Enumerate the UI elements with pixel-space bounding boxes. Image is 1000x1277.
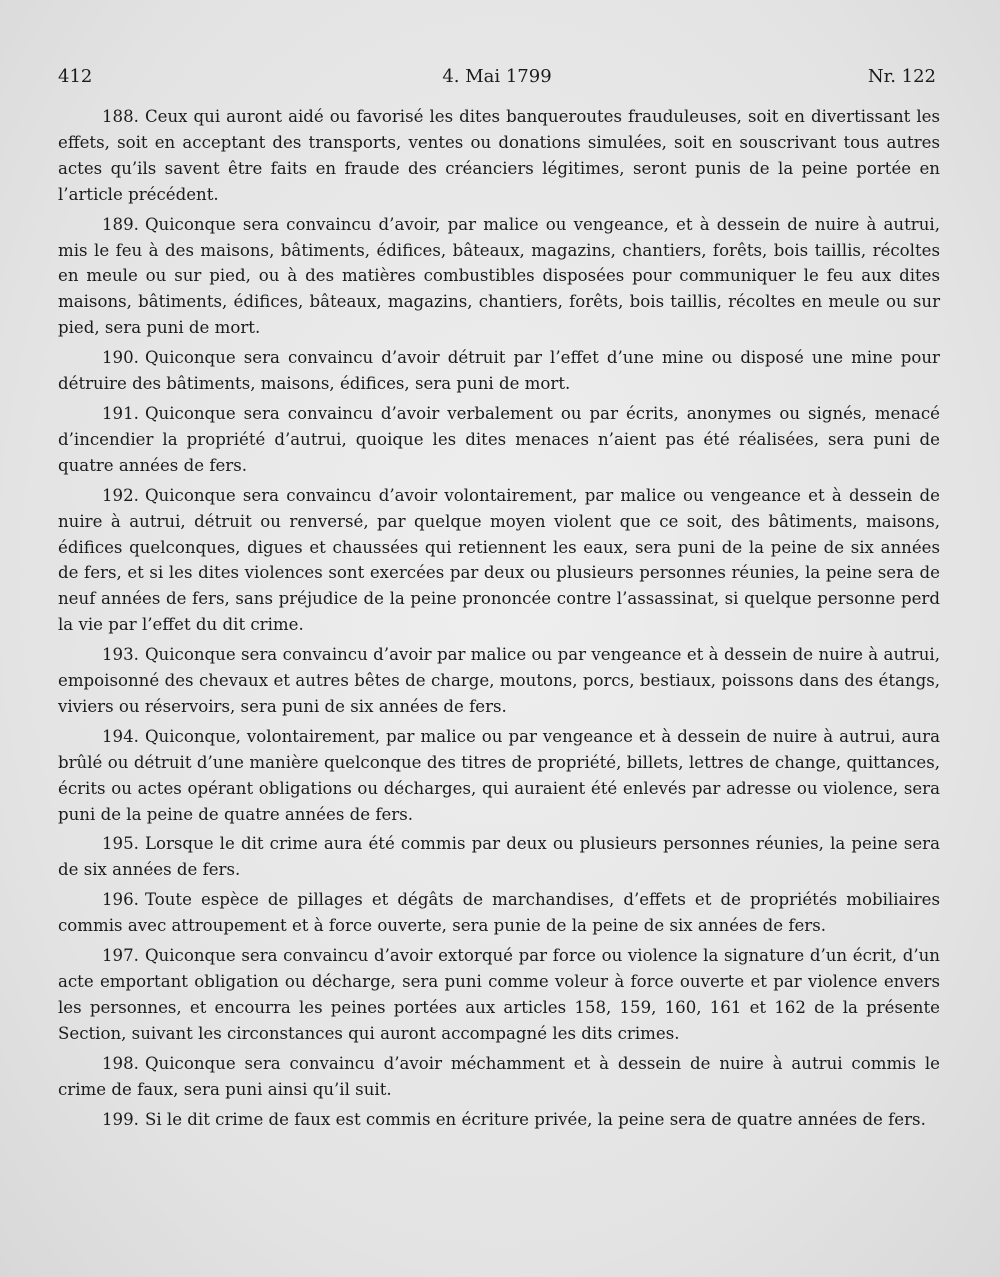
article-text: Quiconque sera convaincu d’avoir par malice ou par vengeance et à dessein de nuire à autrui, empoisonné des chevaux et autres bêtes de charge, moutons, porcs, bestiaux, poissons dans des étangs, viviers ou réservoirs, sera puni de six années de fers.	[58, 645, 940, 716]
article-body	[58, 104, 940, 1136]
article-number: 191.	[102, 403, 139, 423]
article-paragraph	[58, 831, 940, 883]
article-number: 190.	[102, 348, 139, 368]
article-number: 199.	[102, 1109, 139, 1129]
article-number: 195.	[102, 834, 139, 854]
article-paragraph	[58, 345, 940, 397]
article-number: 193.	[102, 645, 139, 665]
article-text: Quiconque sera convaincu d’avoir, par malice ou vengeance, et à dessein de nuire à autrui, mis le feu à des maisons, bâtiments, édifices, bâteaux, magazins, chantiers, forêts, bois taillis, récoltes en meule ou sur pied, ou à des matières combustibles disposées pour communiquer le feu aux dites maisons, bâtiments, édifices, bâteaux, magazins, chantiers, forêts, bois taillis, récoltes en meule ou sur pied, sera puni de mort.	[58, 214, 940, 338]
page-date: 4. Mai 1799	[442, 66, 552, 87]
article-text: Lorsque le dit crime aura été commis par deux ou plusieurs personnes réunies, la peine sera de six années de fers.	[58, 834, 940, 880]
article-number: 189.	[102, 214, 139, 234]
article-paragraph	[58, 483, 940, 638]
article-number: 197.	[102, 946, 139, 966]
article-number: 188.	[102, 107, 139, 126]
article-text: Si le dit crime de faux est commis en écriture privée, la peine sera de quatre années de fers.	[144, 1109, 926, 1129]
article-text: Toute espèce de pillages et dégâts de marchandises, d’effets et de propriétés mobiliaires commis avec attroupement et à force ouverte, sera punie de la peine de six années de fers.	[58, 890, 940, 936]
page-header	[58, 66, 936, 96]
article-text: Quiconque sera convaincu d’avoir verbalement ou par écrits, anonymes ou signés, menacé d’incendier la propriété d’autrui, quoique les dites menaces n’aient pas été réalisées, sera puni de quatre années de fers.	[58, 403, 940, 475]
article-number: 196.	[102, 890, 139, 910]
article-paragraph	[58, 1107, 940, 1133]
page-number: 412	[58, 66, 93, 87]
article-paragraph	[58, 887, 940, 939]
article-paragraph	[58, 401, 940, 479]
article-paragraph	[58, 104, 940, 208]
article-text: Quiconque, volontairement, par malice ou par vengeance et à dessein de nuire à autrui, aura brûlé ou détruit d’une manière quelconque des titres de propriété, billets, lettres de change, quittances, écrits ou actes opérant obligations ou décharges, qui auraient été enlevés par adresse ou violence, sera puni de la peine de quatre années de fers.	[58, 726, 940, 824]
article-paragraph	[58, 212, 940, 342]
article-paragraph	[58, 1051, 940, 1103]
article-number: 192.	[102, 485, 139, 505]
article-text: Ceux qui auront aidé ou favorisé les dites banqueroutes frauduleuses, soit en divertissant les effets, soit en acceptant des transports, ventes ou donations simulées, soit en souscrivant tous autres actes qu’ils savent être faits en fraude des créanciers légitimes, seront punis de la peine portée en l’article précédent.	[58, 107, 940, 204]
article-number: 198.	[102, 1053, 139, 1073]
article-text: Quiconque sera convaincu d’avoir méchamment et à dessein de nuire à autrui commis le crime de faux, sera puni ainsi qu’il suit.	[58, 1053, 940, 1099]
issue-number: Nr. 122	[867, 66, 936, 87]
article-paragraph	[58, 943, 940, 1047]
article-number: 194.	[102, 726, 139, 746]
article-paragraph	[58, 724, 940, 828]
article-text: Quiconque sera convaincu d’avoir détruit par l’effet d’une mine ou disposé une mine pour détruire des bâtiments, maisons, édifices, sera puni de mort.	[58, 348, 940, 394]
article-text: Quiconque sera convaincu d’avoir volontairement, par malice ou vengeance et à dessein de nuire à autrui, détruit ou renversé, par quelque moyen violent que ce soit, des bâtiments, maisons, édifices quelconques, digues et chaussées qui retiennent les eaux, sera puni de la peine de six années de fers, et si les dites violences sont exercées par deux ou plusieurs personnes réunies, la peine sera de neuf années de fers, sans préjudice de la peine prononcée contre l’assassinat, si quelque personne perd la vie par l’effet du dit crime.	[58, 485, 940, 635]
article-paragraph	[58, 642, 940, 720]
article-text: Quiconque sera convaincu d’avoir extorqué par force ou violence la signature d’un écrit, d’un acte emportant obligation ou décharge, sera puni comme voleur à force ouverte et par violence envers les personnes, et encourra les peines portées aux articles 158, 159, 160, 161 et 162 de la présente Section, suivant les circonstances qui auront accompagné les dits crimes.	[58, 946, 940, 1043]
